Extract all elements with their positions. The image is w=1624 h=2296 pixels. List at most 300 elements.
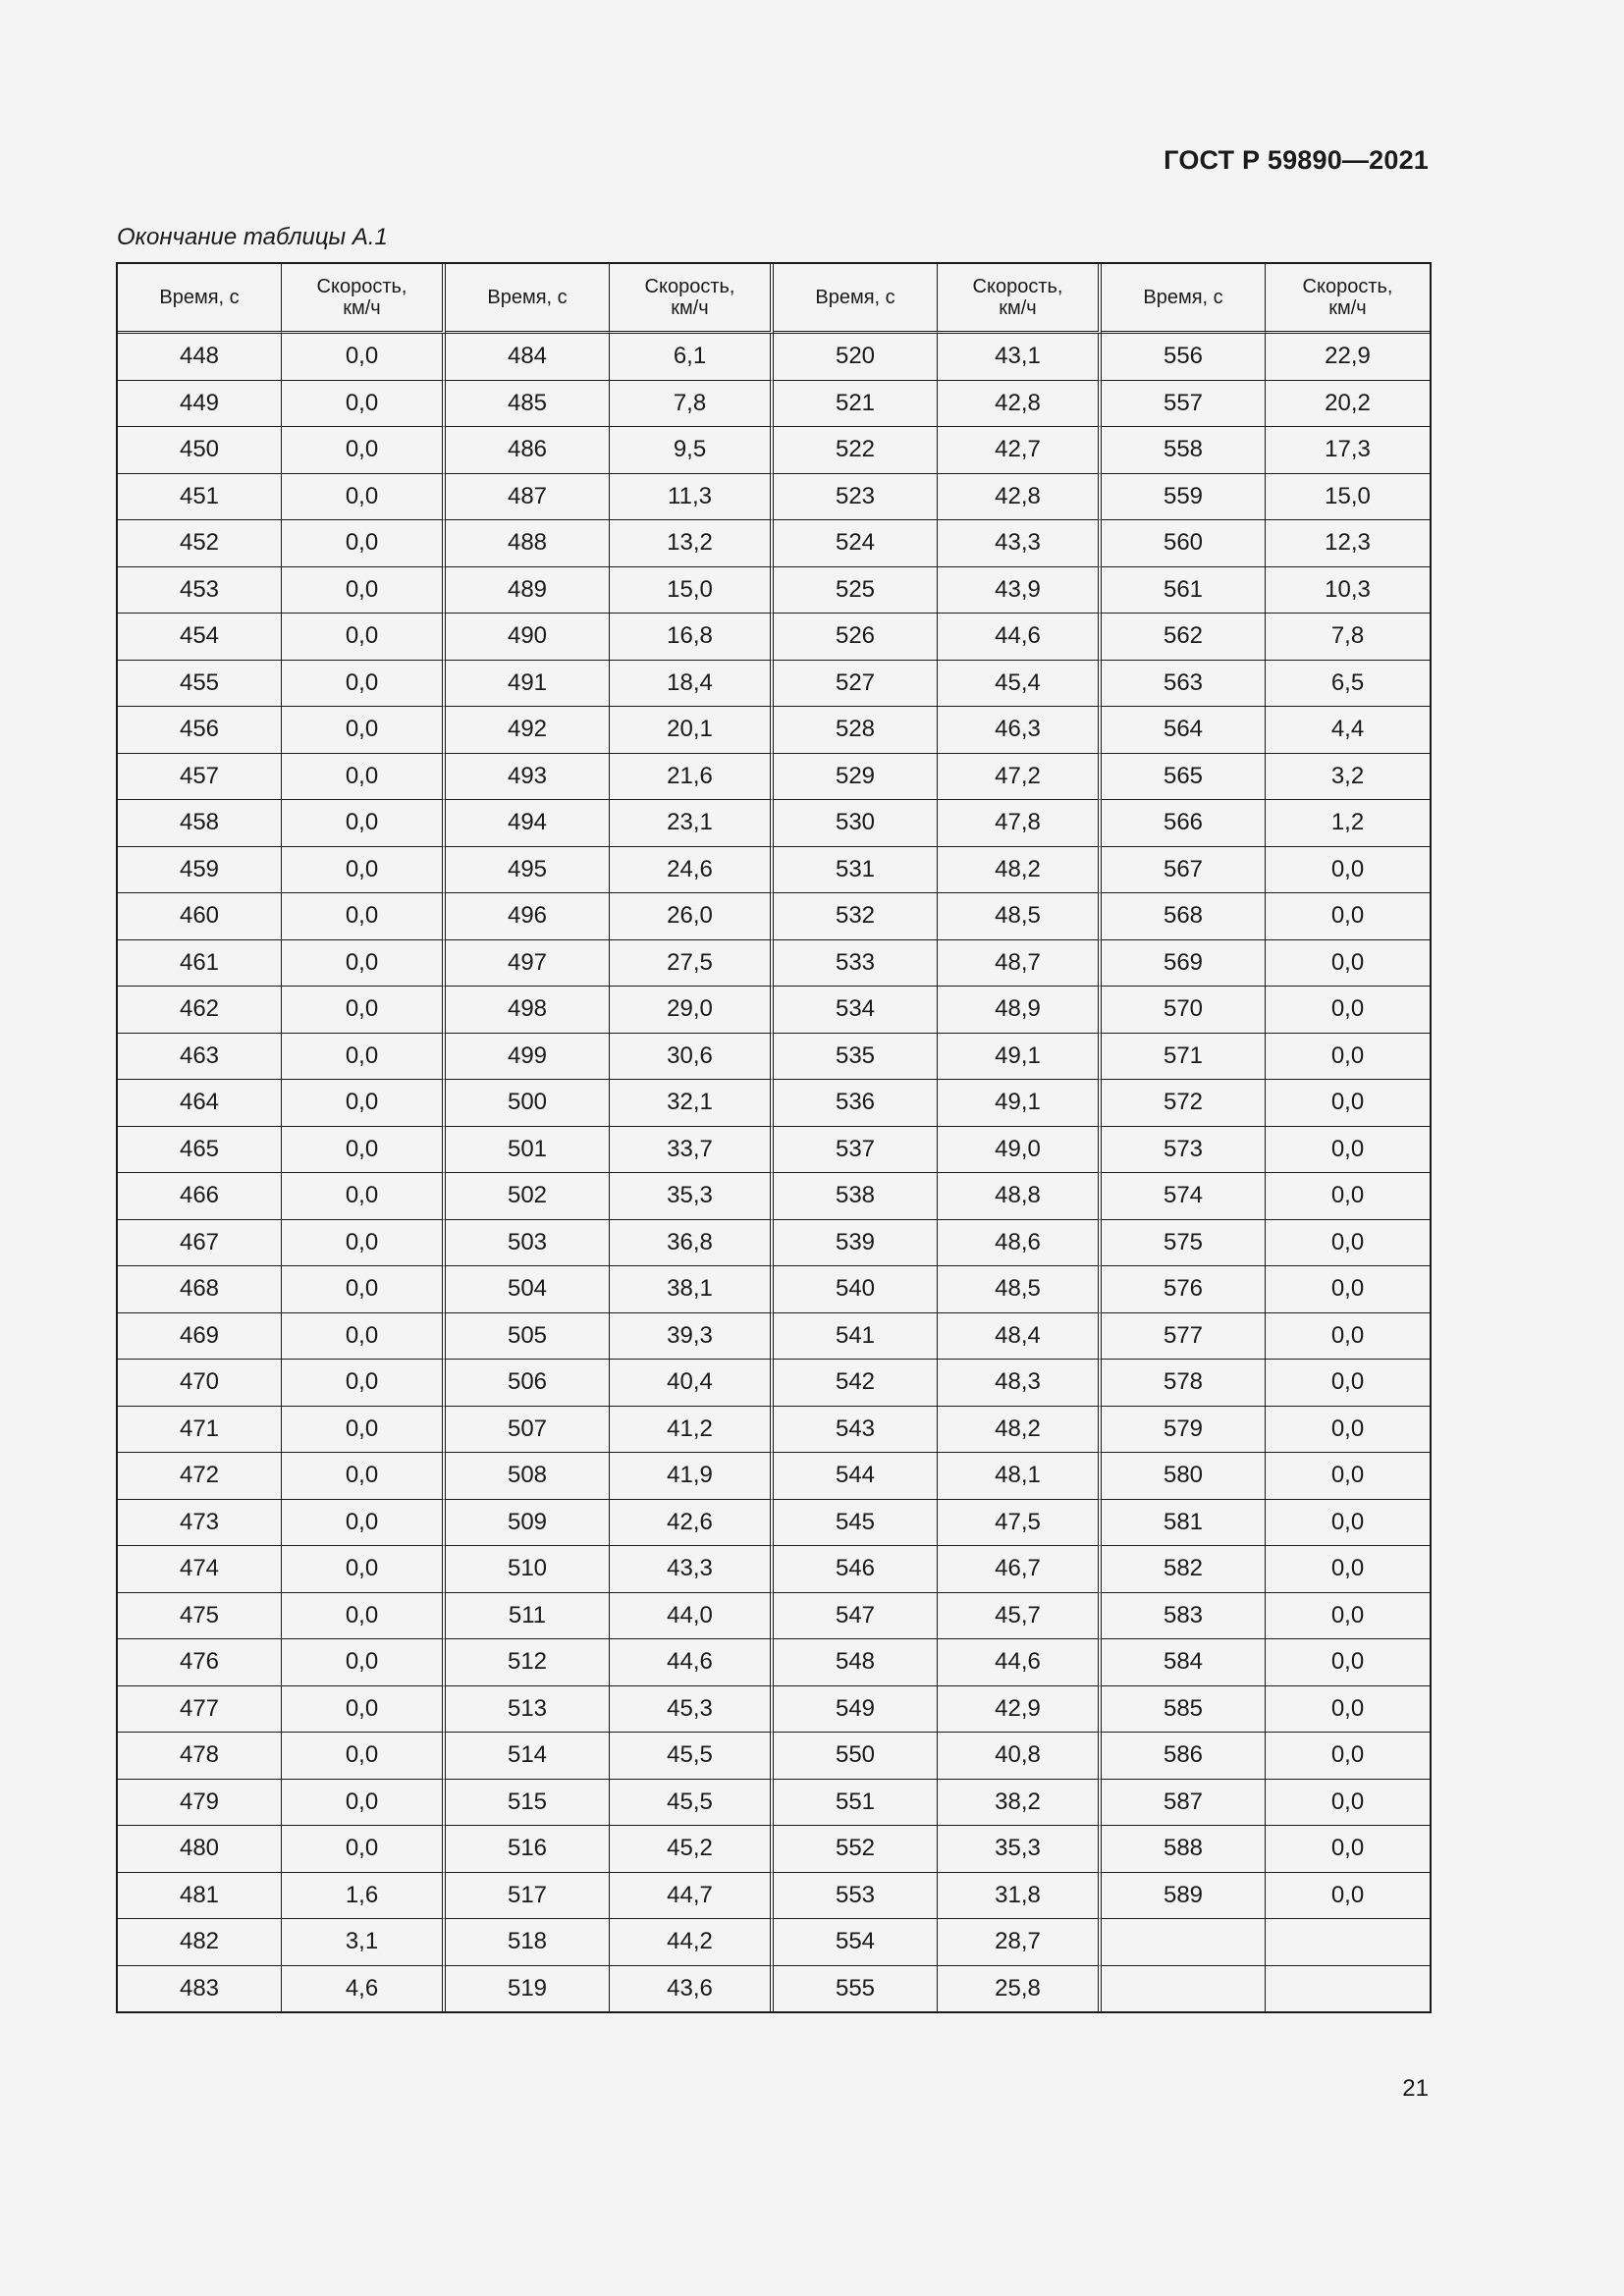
speed-cell: 0,0	[1266, 1127, 1430, 1174]
speed-cell: 0,0	[282, 893, 446, 940]
speed-cell: 0,0	[282, 1826, 446, 1873]
speed-cell: 0,0	[1266, 1686, 1430, 1734]
speed-cell: 0,0	[1266, 1360, 1430, 1407]
speed-cell: 0,0	[282, 520, 446, 567]
speed-cell: 31,8	[938, 1873, 1102, 1920]
time-cell: 459	[118, 847, 282, 894]
time-cell: 555	[774, 1966, 938, 2012]
time-cell: 557	[1102, 381, 1266, 428]
time-cell: 565	[1102, 754, 1266, 801]
time-cell: 507	[446, 1407, 610, 1454]
speed-cell: 43,3	[610, 1546, 774, 1593]
header-speed	[610, 264, 774, 334]
speed-cell: 0,0	[1266, 987, 1430, 1034]
time-cell: 526	[774, 614, 938, 661]
time-cell: 567	[1102, 847, 1266, 894]
time-cell: 519	[446, 1966, 610, 2012]
time-cell: 505	[446, 1313, 610, 1361]
speed-cell: 29,0	[610, 987, 774, 1034]
time-cell: 510	[446, 1546, 610, 1593]
time-cell: 548	[774, 1639, 938, 1686]
speed-cell: 0,0	[282, 1266, 446, 1313]
time-cell: 448	[118, 334, 282, 381]
speed-cell: 4,6	[282, 1966, 446, 2012]
speed-cell: 49,1	[938, 1034, 1102, 1081]
speed-cell: 0,0	[1266, 1546, 1430, 1593]
speed-cell: 0,0	[282, 1313, 446, 1361]
speed-cell: 49,1	[938, 1080, 1102, 1127]
time-cell: 536	[774, 1080, 938, 1127]
time-cell: 580	[1102, 1453, 1266, 1500]
time-cell: 532	[774, 893, 938, 940]
time-cell: 484	[446, 334, 610, 381]
time-cell: 476	[118, 1639, 282, 1686]
speed-cell: 26,0	[610, 893, 774, 940]
speed-cell: 33,7	[610, 1127, 774, 1174]
speed-cell: 21,6	[610, 754, 774, 801]
table-row	[118, 754, 1430, 801]
speed-cell: 41,2	[610, 1407, 774, 1454]
time-cell: 506	[446, 1360, 610, 1407]
table-container	[116, 262, 1430, 2013]
header-speed	[282, 264, 446, 334]
speed-cell: 44,7	[610, 1873, 774, 1920]
time-cell: 584	[1102, 1639, 1266, 1686]
time-cell: 553	[774, 1873, 938, 1920]
speed-cell: 10,3	[1266, 567, 1430, 614]
speed-cell: 25,8	[938, 1966, 1102, 2012]
speed-cell: 17,3	[1266, 427, 1430, 474]
speed-cell: 0,0	[282, 707, 446, 754]
time-cell: 482	[118, 1919, 282, 1966]
time-cell: 455	[118, 661, 282, 708]
speed-cell: 0,0	[1266, 1639, 1430, 1686]
time-cell: 517	[446, 1873, 610, 1920]
time-cell: 543	[774, 1407, 938, 1454]
speed-cell: 7,8	[610, 381, 774, 428]
speed-cell: 48,6	[938, 1220, 1102, 1267]
table-row	[118, 800, 1430, 847]
speed-cell: 48,5	[938, 1266, 1102, 1313]
table-row	[118, 1966, 1430, 2012]
time-cell: 556	[1102, 334, 1266, 381]
table-row	[118, 707, 1430, 754]
time-cell: 570	[1102, 987, 1266, 1034]
speed-cell: 48,2	[938, 847, 1102, 894]
table-row	[118, 1453, 1430, 1500]
table-row	[118, 1173, 1430, 1220]
speed-cell: 46,7	[938, 1546, 1102, 1593]
speed-cell: 0,0	[282, 1173, 446, 1220]
time-cell: 457	[118, 754, 282, 801]
time-cell: 554	[774, 1919, 938, 1966]
time-cell: 533	[774, 940, 938, 988]
speed-cell: 45,7	[938, 1593, 1102, 1640]
time-cell: 571	[1102, 1034, 1266, 1081]
time-cell: 574	[1102, 1173, 1266, 1220]
time-cell: 456	[118, 707, 282, 754]
table-row	[118, 1080, 1430, 1127]
table-row	[118, 520, 1430, 567]
time-cell: 497	[446, 940, 610, 988]
time-cell: 474	[118, 1546, 282, 1593]
time-cell: 551	[774, 1780, 938, 1827]
time-cell: 495	[446, 847, 610, 894]
speed-cell: 0,0	[282, 1360, 446, 1407]
speed-cell: 0,0	[282, 1080, 446, 1127]
time-cell: 559	[1102, 474, 1266, 521]
table-row	[118, 1220, 1430, 1267]
time-cell: 470	[118, 1360, 282, 1407]
speed-cell: 0,0	[282, 474, 446, 521]
table-header-row	[118, 264, 1430, 334]
speed-cell: 0,0	[1266, 1407, 1430, 1454]
speed-cell: 0,0	[282, 1500, 446, 1547]
speed-cell: 48,9	[938, 987, 1102, 1034]
speed-cell: 0,0	[1266, 1313, 1430, 1361]
speed-cell: 0,0	[1266, 1453, 1430, 1500]
speed-cell: 0,0	[1266, 1733, 1430, 1780]
table-row	[118, 1780, 1430, 1827]
time-cell: 491	[446, 661, 610, 708]
time-cell: 458	[118, 800, 282, 847]
speed-cell: 0,0	[282, 567, 446, 614]
speed-cell: 0,0	[282, 1220, 446, 1267]
speed-cell: 48,4	[938, 1313, 1102, 1361]
table-row	[118, 1360, 1430, 1407]
time-cell: 560	[1102, 520, 1266, 567]
table-row	[118, 567, 1430, 614]
time-cell: 520	[774, 334, 938, 381]
time-cell: 489	[446, 567, 610, 614]
speed-cell: 0,0	[282, 1453, 446, 1500]
time-cell: 524	[774, 520, 938, 567]
speed-cell: 48,7	[938, 940, 1102, 988]
speed-cell: 49,0	[938, 1127, 1102, 1174]
time-cell: 511	[446, 1593, 610, 1640]
document-code: ГОСТ Р 59890—2021	[1164, 145, 1429, 175]
header-speed	[938, 264, 1102, 334]
table-row	[118, 987, 1430, 1034]
time-cell: 483	[118, 1966, 282, 2012]
time-cell: 561	[1102, 567, 1266, 614]
header-speed-label: Скорость,	[972, 276, 1063, 297]
speed-cell: 38,2	[938, 1780, 1102, 1827]
time-cell: 498	[446, 987, 610, 1034]
time-cell: 579	[1102, 1407, 1266, 1454]
speed-cell: 47,2	[938, 754, 1102, 801]
header-time: Время, с	[1102, 264, 1266, 334]
time-cell: 540	[774, 1266, 938, 1313]
speed-cell: 0,0	[282, 1034, 446, 1081]
speed-cell: 43,3	[938, 520, 1102, 567]
time-cell: 587	[1102, 1780, 1266, 1827]
speed-cell	[1266, 1966, 1430, 2012]
page-number: 21	[1402, 2075, 1429, 2102]
speed-cell: 0,0	[282, 1686, 446, 1734]
speed-cell: 44,6	[938, 1639, 1102, 1686]
speed-cell: 0,0	[282, 381, 446, 428]
time-cell: 569	[1102, 940, 1266, 988]
time-speed-table	[116, 262, 1432, 2013]
time-cell: 500	[446, 1080, 610, 1127]
speed-cell: 35,3	[610, 1173, 774, 1220]
time-cell: 564	[1102, 707, 1266, 754]
speed-cell: 1,6	[282, 1873, 446, 1920]
table-row	[118, 893, 1430, 940]
time-cell: 542	[774, 1360, 938, 1407]
table-body	[118, 334, 1430, 2011]
speed-cell: 15,0	[1266, 474, 1430, 521]
speed-cell: 0,0	[1266, 1034, 1430, 1081]
speed-cell: 3,1	[282, 1919, 446, 1966]
speed-cell: 0,0	[282, 1546, 446, 1593]
time-cell: 461	[118, 940, 282, 988]
time-cell: 493	[446, 754, 610, 801]
time-cell: 576	[1102, 1266, 1266, 1313]
time-cell: 504	[446, 1266, 610, 1313]
table-row	[118, 1313, 1430, 1361]
speed-cell: 15,0	[610, 567, 774, 614]
speed-cell: 0,0	[282, 1127, 446, 1174]
time-cell: 473	[118, 1500, 282, 1547]
time-cell: 513	[446, 1686, 610, 1734]
speed-cell: 28,7	[938, 1919, 1102, 1966]
time-cell: 562	[1102, 614, 1266, 661]
speed-cell: 3,2	[1266, 754, 1430, 801]
time-cell: 577	[1102, 1313, 1266, 1361]
time-cell: 573	[1102, 1127, 1266, 1174]
time-cell: 499	[446, 1034, 610, 1081]
time-cell: 588	[1102, 1826, 1266, 1873]
time-cell: 496	[446, 893, 610, 940]
time-cell: 529	[774, 754, 938, 801]
time-cell: 534	[774, 987, 938, 1034]
speed-cell: 0,0	[1266, 1826, 1430, 1873]
time-cell: 512	[446, 1639, 610, 1686]
time-cell	[1102, 1966, 1266, 2012]
speed-cell: 45,3	[610, 1686, 774, 1734]
table-row	[118, 1873, 1430, 1920]
time-cell: 525	[774, 567, 938, 614]
time-cell: 531	[774, 847, 938, 894]
speed-cell: 4,4	[1266, 707, 1430, 754]
table-row	[118, 1686, 1430, 1734]
speed-cell: 45,5	[610, 1733, 774, 1780]
time-cell: 538	[774, 1173, 938, 1220]
speed-cell: 38,1	[610, 1266, 774, 1313]
speed-cell: 0,0	[282, 427, 446, 474]
speed-cell: 45,2	[610, 1826, 774, 1873]
time-cell: 516	[446, 1826, 610, 1873]
time-cell: 547	[774, 1593, 938, 1640]
time-cell: 452	[118, 520, 282, 567]
time-cell: 465	[118, 1127, 282, 1174]
table-row	[118, 474, 1430, 521]
time-cell: 494	[446, 800, 610, 847]
speed-cell: 0,0	[282, 1407, 446, 1454]
speed-cell: 48,3	[938, 1360, 1102, 1407]
time-cell: 572	[1102, 1080, 1266, 1127]
table-row	[118, 1919, 1430, 1966]
time-cell: 586	[1102, 1733, 1266, 1780]
speed-cell: 0,0	[1266, 1780, 1430, 1827]
time-cell: 481	[118, 1873, 282, 1920]
time-cell: 478	[118, 1733, 282, 1780]
speed-cell: 42,7	[938, 427, 1102, 474]
speed-cell: 40,4	[610, 1360, 774, 1407]
speed-cell: 0,0	[1266, 847, 1430, 894]
header-speed	[1266, 264, 1430, 334]
speed-cell: 40,8	[938, 1733, 1102, 1780]
time-cell: 558	[1102, 427, 1266, 474]
speed-cell: 47,8	[938, 800, 1102, 847]
time-cell: 568	[1102, 893, 1266, 940]
time-cell: 530	[774, 800, 938, 847]
speed-cell: 41,9	[610, 1453, 774, 1500]
time-cell: 508	[446, 1453, 610, 1500]
speed-cell: 0,0	[1266, 940, 1430, 988]
speed-cell: 6,5	[1266, 661, 1430, 708]
table-row	[118, 1127, 1430, 1174]
speed-cell: 0,0	[282, 940, 446, 988]
time-cell: 563	[1102, 661, 1266, 708]
speed-cell: 0,0	[1266, 1593, 1430, 1640]
time-cell: 549	[774, 1686, 938, 1734]
time-cell: 487	[446, 474, 610, 521]
speed-cell: 0,0	[1266, 893, 1430, 940]
speed-cell: 44,0	[610, 1593, 774, 1640]
time-cell: 462	[118, 987, 282, 1034]
speed-cell: 30,6	[610, 1034, 774, 1081]
speed-cell: 42,8	[938, 381, 1102, 428]
time-cell: 585	[1102, 1686, 1266, 1734]
speed-cell: 39,3	[610, 1313, 774, 1361]
speed-cell: 48,8	[938, 1173, 1102, 1220]
table-row	[118, 614, 1430, 661]
time-cell: 521	[774, 381, 938, 428]
time-cell: 492	[446, 707, 610, 754]
time-cell: 541	[774, 1313, 938, 1361]
time-cell: 464	[118, 1080, 282, 1127]
speed-cell: 44,6	[610, 1639, 774, 1686]
table-row	[118, 381, 1430, 428]
speed-cell: 48,2	[938, 1407, 1102, 1454]
speed-cell: 0,0	[282, 1639, 446, 1686]
speed-cell: 42,8	[938, 474, 1102, 521]
time-cell: 545	[774, 1500, 938, 1547]
speed-cell: 0,0	[282, 1733, 446, 1780]
time-cell: 539	[774, 1220, 938, 1267]
time-cell: 463	[118, 1034, 282, 1081]
speed-cell	[1266, 1919, 1430, 1966]
speed-cell: 0,0	[282, 1593, 446, 1640]
table-row	[118, 1733, 1430, 1780]
time-cell: 589	[1102, 1873, 1266, 1920]
time-cell: 486	[446, 427, 610, 474]
speed-cell: 35,3	[938, 1826, 1102, 1873]
speed-cell: 0,0	[282, 754, 446, 801]
table-row	[118, 1546, 1430, 1593]
time-cell: 469	[118, 1313, 282, 1361]
table-row	[118, 1034, 1430, 1081]
header-speed-label: Скорость,	[1302, 276, 1393, 297]
speed-cell: 0,0	[1266, 1266, 1430, 1313]
time-cell: 479	[118, 1780, 282, 1827]
table-row	[118, 1500, 1430, 1547]
speed-cell: 16,8	[610, 614, 774, 661]
speed-cell: 46,3	[938, 707, 1102, 754]
speed-cell: 0,0	[282, 1780, 446, 1827]
time-cell: 514	[446, 1733, 610, 1780]
speed-cell: 0,0	[282, 334, 446, 381]
speed-cell: 1,2	[1266, 800, 1430, 847]
time-cell: 550	[774, 1733, 938, 1780]
time-cell: 515	[446, 1780, 610, 1827]
time-cell: 480	[118, 1826, 282, 1873]
time-cell: 467	[118, 1220, 282, 1267]
time-cell: 460	[118, 893, 282, 940]
header-speed-label: Скорость,	[316, 276, 407, 297]
table-row	[118, 427, 1430, 474]
time-cell: 546	[774, 1546, 938, 1593]
time-cell: 518	[446, 1919, 610, 1966]
header-speed-unit: км/ч	[1328, 297, 1367, 319]
time-cell: 477	[118, 1686, 282, 1734]
speed-cell: 43,6	[610, 1966, 774, 2012]
time-cell: 451	[118, 474, 282, 521]
speed-cell: 6,1	[610, 334, 774, 381]
time-cell: 522	[774, 427, 938, 474]
speed-cell: 44,2	[610, 1919, 774, 1966]
speed-cell: 0,0	[282, 800, 446, 847]
speed-cell: 0,0	[1266, 1873, 1430, 1920]
speed-cell: 11,3	[610, 474, 774, 521]
speed-cell: 27,5	[610, 940, 774, 988]
speed-cell: 20,1	[610, 707, 774, 754]
speed-cell: 43,9	[938, 567, 1102, 614]
time-cell: 581	[1102, 1500, 1266, 1547]
speed-cell: 45,4	[938, 661, 1102, 708]
speed-cell: 0,0	[1266, 1173, 1430, 1220]
time-cell: 535	[774, 1034, 938, 1081]
speed-cell: 22,9	[1266, 334, 1430, 381]
time-cell: 527	[774, 661, 938, 708]
time-cell: 468	[118, 1266, 282, 1313]
header-time: Время, с	[446, 264, 610, 334]
time-cell: 472	[118, 1453, 282, 1500]
time-cell: 583	[1102, 1593, 1266, 1640]
speed-cell: 0,0	[282, 661, 446, 708]
speed-cell: 0,0	[1266, 1500, 1430, 1547]
speed-cell: 32,1	[610, 1080, 774, 1127]
time-cell: 503	[446, 1220, 610, 1267]
speed-cell: 9,5	[610, 427, 774, 474]
speed-cell: 0,0	[1266, 1080, 1430, 1127]
table-row	[118, 940, 1430, 988]
time-cell: 488	[446, 520, 610, 567]
table-caption: Окончание таблицы А.1	[117, 224, 388, 250]
table-row	[118, 847, 1430, 894]
time-cell: 490	[446, 614, 610, 661]
time-cell: 501	[446, 1127, 610, 1174]
header-time: Время, с	[118, 264, 282, 334]
time-cell: 449	[118, 381, 282, 428]
speed-cell: 12,3	[1266, 520, 1430, 567]
time-cell: 523	[774, 474, 938, 521]
speed-cell: 42,6	[610, 1500, 774, 1547]
speed-cell: 42,9	[938, 1686, 1102, 1734]
